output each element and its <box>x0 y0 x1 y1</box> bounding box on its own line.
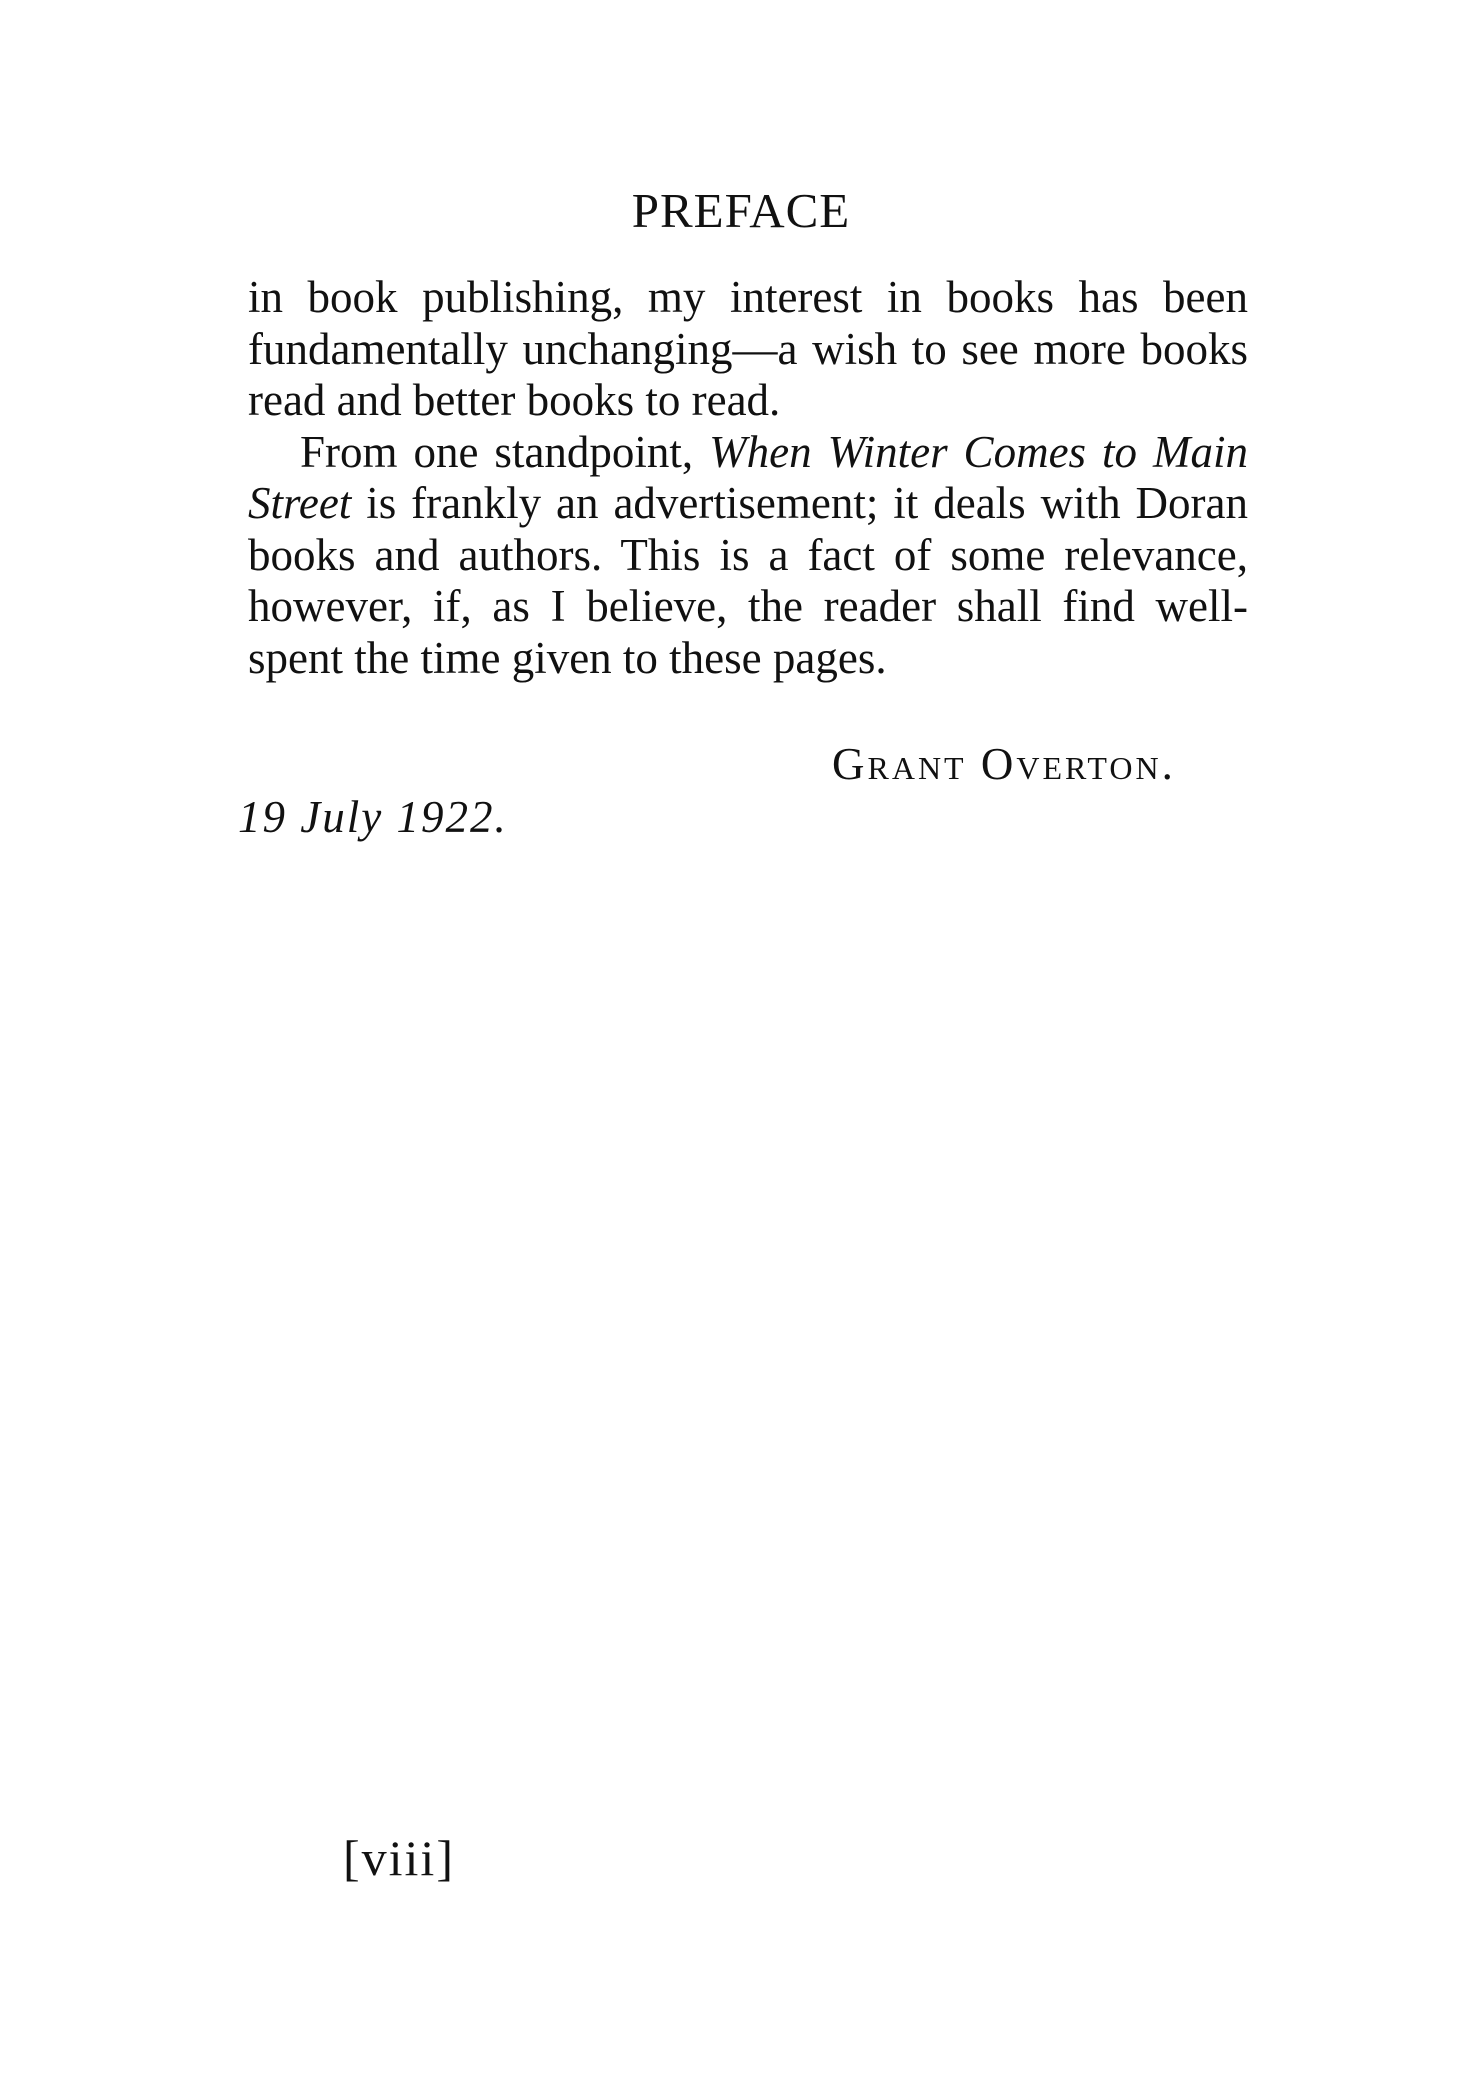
book-title: When Winter Comes to Main Street <box>248 426 1248 528</box>
author-signature: Grant Overton. <box>832 739 1176 789</box>
paragraph-standpoint <box>248 427 1248 685</box>
paragraph-text-after-title: is frankly an advertisement; it deals with Doran books and authors. This is a fact of some relevance, however, if, as I believe, the reader shall find well-spent the time given to these pages. <box>248 478 1248 683</box>
paragraph-continuation: in book publishing, my interest in books has been fundamentally unchanging—a wish to see more books read and better books to read. <box>248 272 1248 425</box>
page-number: [viii] <box>343 1830 455 1886</box>
preface-date: 19 July 1922. <box>238 792 508 842</box>
running-head: PREFACE <box>631 183 851 238</box>
paragraph-text-before-title: From one standpoint, <box>300 426 710 477</box>
preface-body <box>248 272 1248 684</box>
